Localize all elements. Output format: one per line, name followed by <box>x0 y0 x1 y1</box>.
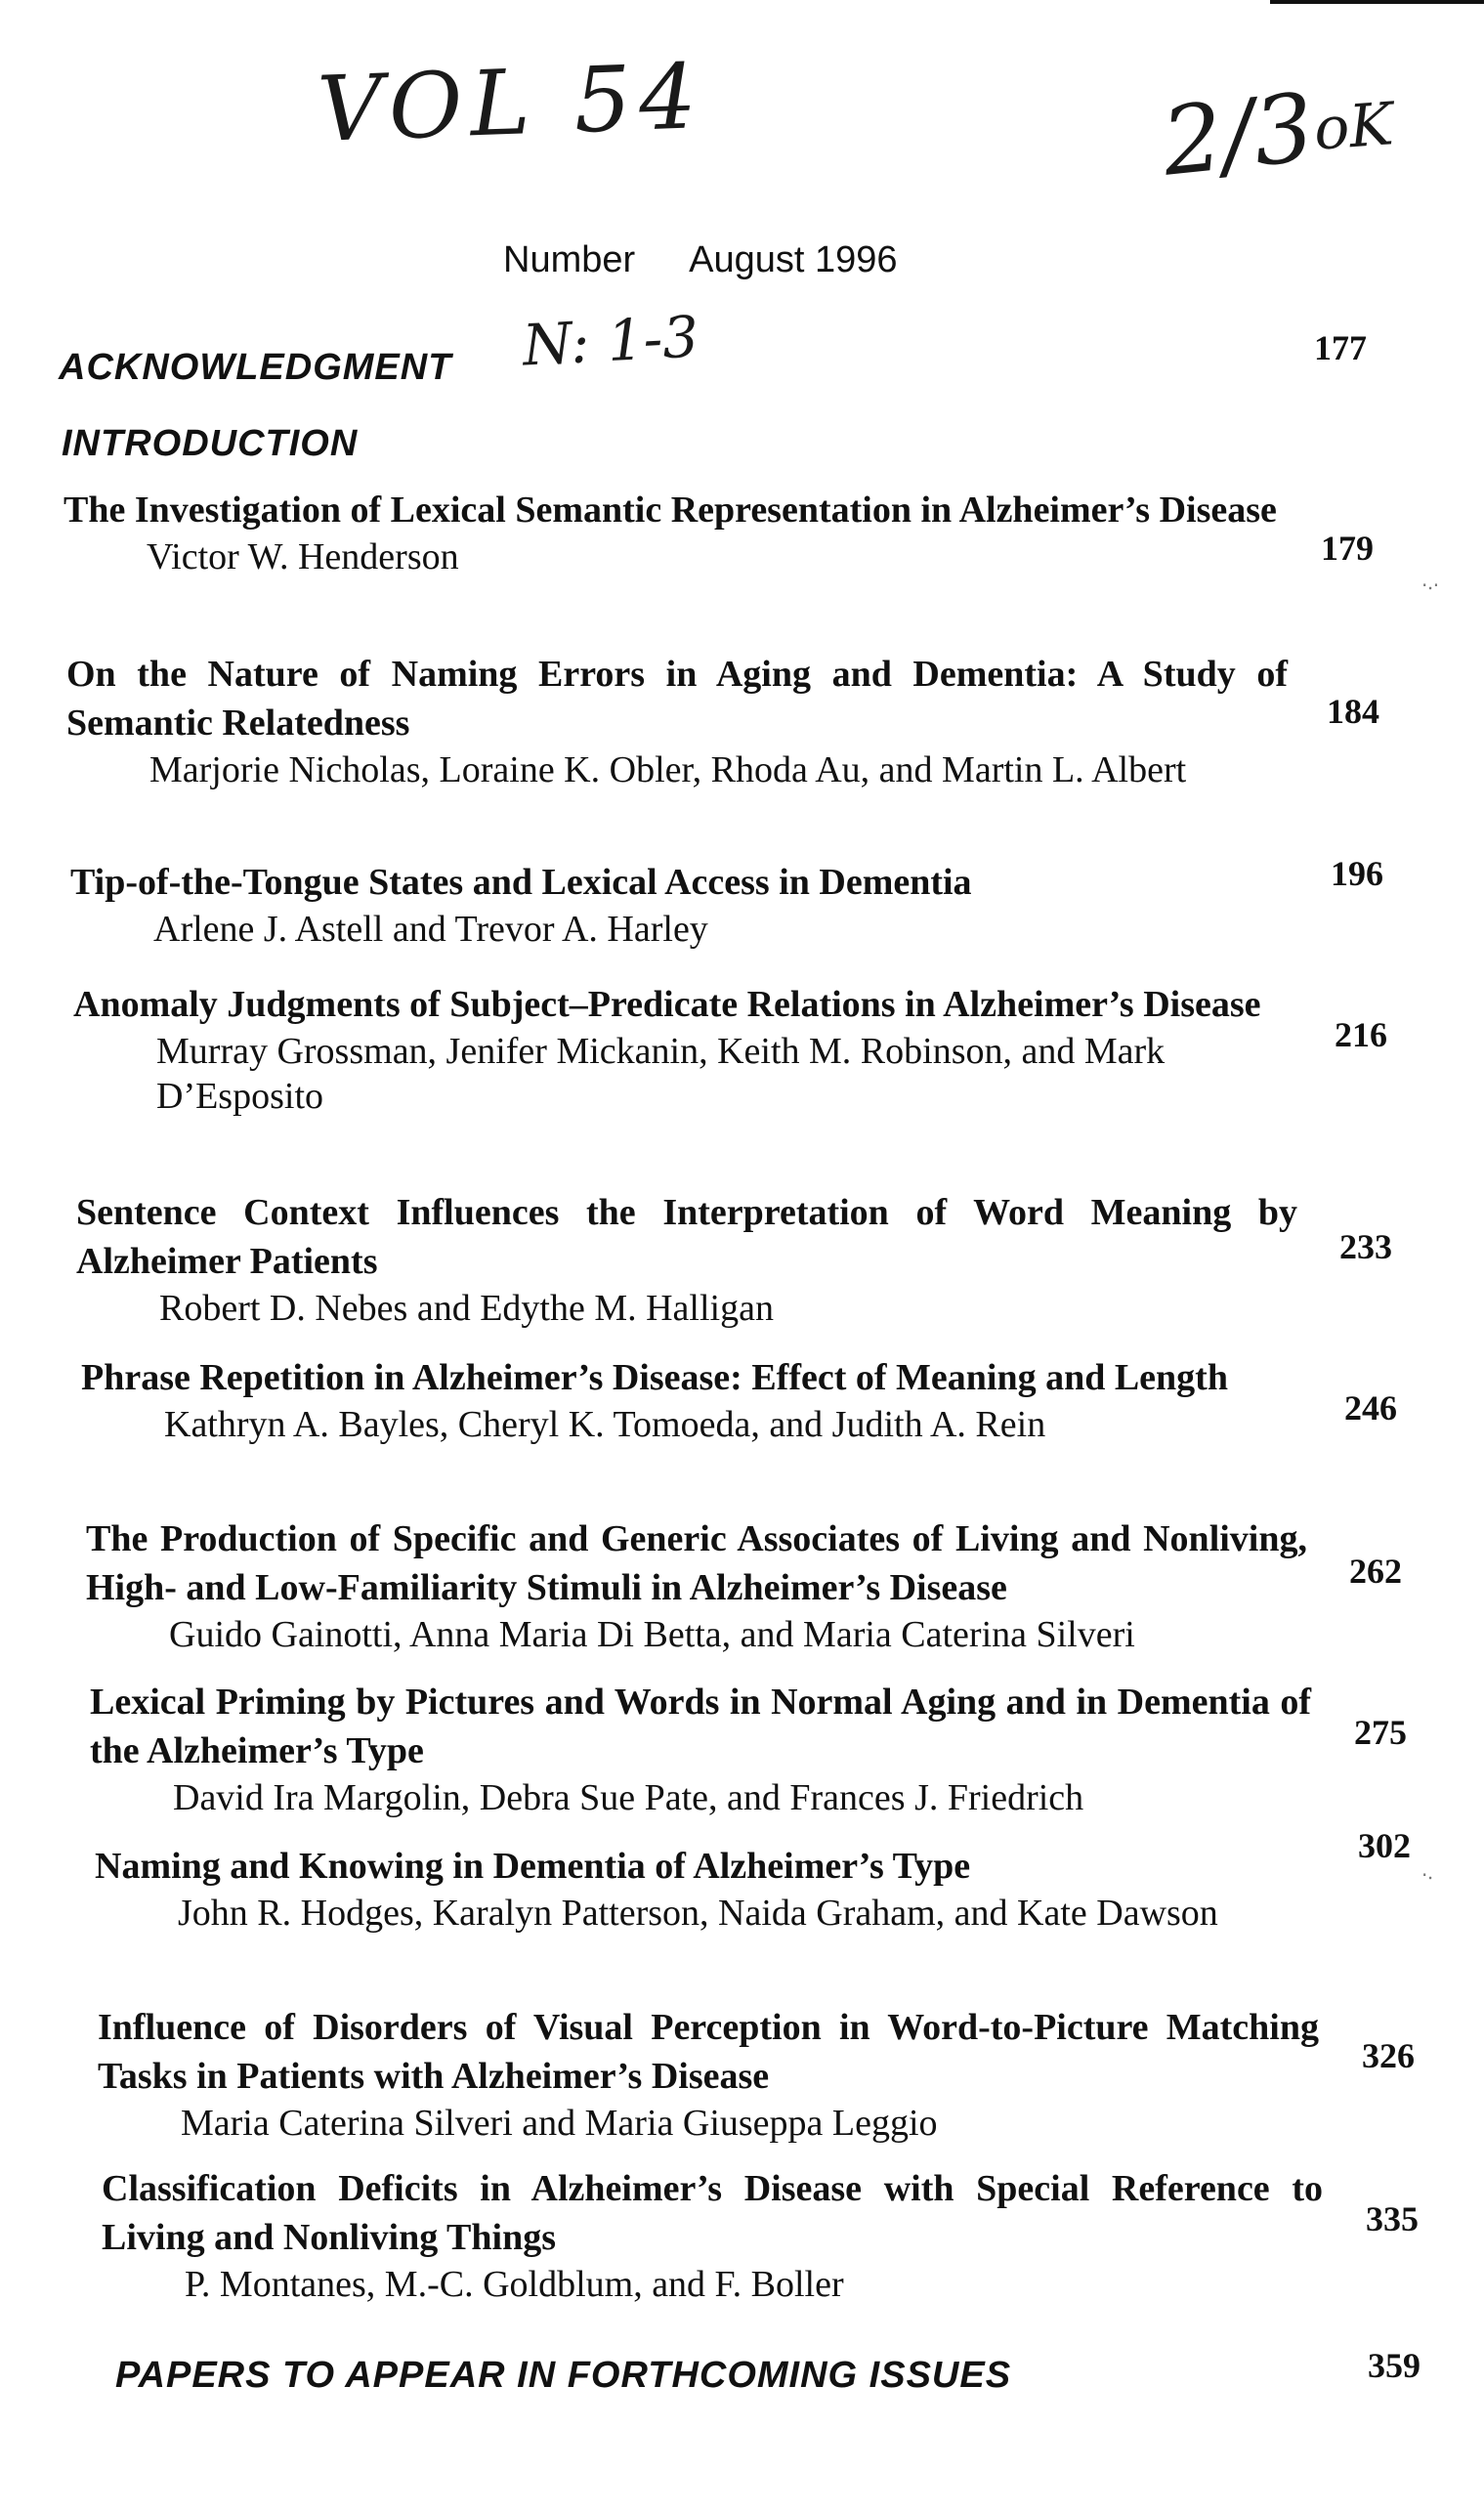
scan-speck: ·⸳ <box>1421 1863 1433 1887</box>
entry-authors: Maria Caterina Silveri and Maria Giuseppa Leggio <box>181 2103 938 2144</box>
entry-authors: Arlene J. Astell and Trevor A. Harley <box>153 909 708 950</box>
scan-speck: ·⸳· <box>1421 574 1440 597</box>
entry-page-number: 326 <box>1362 2036 1415 2075</box>
entry-page-number: 179 <box>1321 529 1374 568</box>
acknowledgment-page: 177 <box>1314 328 1367 367</box>
entry-authors: Guido Gainotti, Anna Maria Di Betta, and Maria Caterina Silveri <box>169 1614 1135 1655</box>
toc-entry <box>102 2164 1323 2307</box>
issue-header <box>503 239 898 281</box>
toc-entry <box>81 1353 1302 1447</box>
handwritten-fraction-note: 2/3 <box>1157 72 1319 197</box>
forthcoming-heading: PAPERS TO APPEAR IN FORTHCOMING ISSUES <box>115 2355 1012 2396</box>
entry-title: Classification Deficits in Alzheimer’s Disease with Special Reference to Living and Nonliving Things <box>102 2168 1323 2258</box>
handwritten-ok-note: oK <box>1311 90 1396 164</box>
entry-authors: Kathryn A. Bayles, Cheryl K. Tomoeda, and Judith A. Rein <box>164 1404 1046 1445</box>
entry-title: Sentence Context Influences the Interpretation of Word Meaning by Alzheimer Patients <box>76 1192 1297 1282</box>
entry-page-number: 302 <box>1358 1826 1411 1865</box>
toc-entry <box>98 2003 1319 2146</box>
entry-authors: P. Montanes, M.-C. Goldblum, and F. Boller <box>185 2264 844 2305</box>
entry-authors: Murray Grossman, Jenifer Mickanin, Keith M. Robinson, and Mark D’Esposito <box>156 1031 1166 1117</box>
handwritten-number-note: N: 1-3 <box>521 303 700 379</box>
acknowledgment-heading: ACKNOWLEDGMENT <box>59 347 452 388</box>
entry-authors: Robert D. Nebes and Edythe M. Halligan <box>159 1288 774 1329</box>
entry-title: Anomaly Judgments of Subject–Predicate Relations in Alzheimer’s Disease <box>73 984 1261 1025</box>
issue-date: August 1996 <box>689 239 898 280</box>
entry-page-number: 184 <box>1327 692 1379 731</box>
introduction-heading: INTRODUCTION <box>62 423 359 464</box>
toc-entry <box>90 1678 1311 1820</box>
entry-title: Naming and Knowing in Dementia of Alzheimer’s Type <box>95 1846 971 1887</box>
entry-title: The Investigation of Lexical Semantic Representation in Alzheimer’s Disease <box>64 490 1277 531</box>
entry-page-number: 216 <box>1335 1015 1387 1054</box>
entry-title: On the Nature of Naming Errors in Aging and Dementia: A Study of Semantic Relatedness <box>66 654 1288 744</box>
entry-title: Influence of Disorders of Visual Perception in Word-to-Picture Matching Tasks in Patients with Alzheimer’s Disease <box>98 2007 1319 2097</box>
entry-authors: David Ira Margolin, Debra Sue Pate, and Frances J. Friedrich <box>173 1777 1084 1818</box>
toc-entry <box>86 1514 1307 1657</box>
toc-entry <box>76 1188 1297 1331</box>
entry-title: Phrase Repetition in Alzheimer’s Disease: Effect of Meaning and Length <box>81 1357 1228 1398</box>
entry-page-number: 335 <box>1366 2199 1419 2238</box>
toc-entry <box>66 650 1288 792</box>
entry-authors: Marjorie Nicholas, Loraine K. Obler, Rhoda Au, and Martin L. Albert <box>149 749 1187 790</box>
toc-entry <box>73 980 1294 1119</box>
entry-page-number: 262 <box>1349 1552 1402 1591</box>
entry-title: The Production of Specific and Generic Associates of Living and Nonliving, High- and Low-Familiarity Stimuli in Alzheimer’s Disease <box>86 1518 1307 1608</box>
entry-authors: Victor W. Henderson <box>147 536 459 577</box>
handwritten-volume-note: VOL 54 <box>316 44 706 162</box>
scan-edge-line <box>1270 0 1484 4</box>
toc-entry <box>95 1842 1316 1936</box>
entry-title: Lexical Priming by Pictures and Words in Normal Aging and in Dementia of the Alzheimer’s Type <box>90 1682 1311 1771</box>
entry-title: Tip-of-the-Tongue States and Lexical Access in Dementia <box>70 862 972 903</box>
issue-number-label: Number <box>503 239 636 280</box>
forthcoming-page: 359 <box>1368 2346 1420 2385</box>
entry-page-number: 196 <box>1331 854 1383 893</box>
entry-page-number: 246 <box>1344 1388 1397 1427</box>
entry-page-number: 233 <box>1339 1227 1392 1266</box>
entry-authors: John R. Hodges, Karalyn Patterson, Naida Graham, and Kate Dawson <box>178 1893 1218 1934</box>
entry-page-number: 275 <box>1354 1713 1407 1752</box>
toc-entry <box>64 486 1285 579</box>
toc-entry <box>70 858 1292 952</box>
